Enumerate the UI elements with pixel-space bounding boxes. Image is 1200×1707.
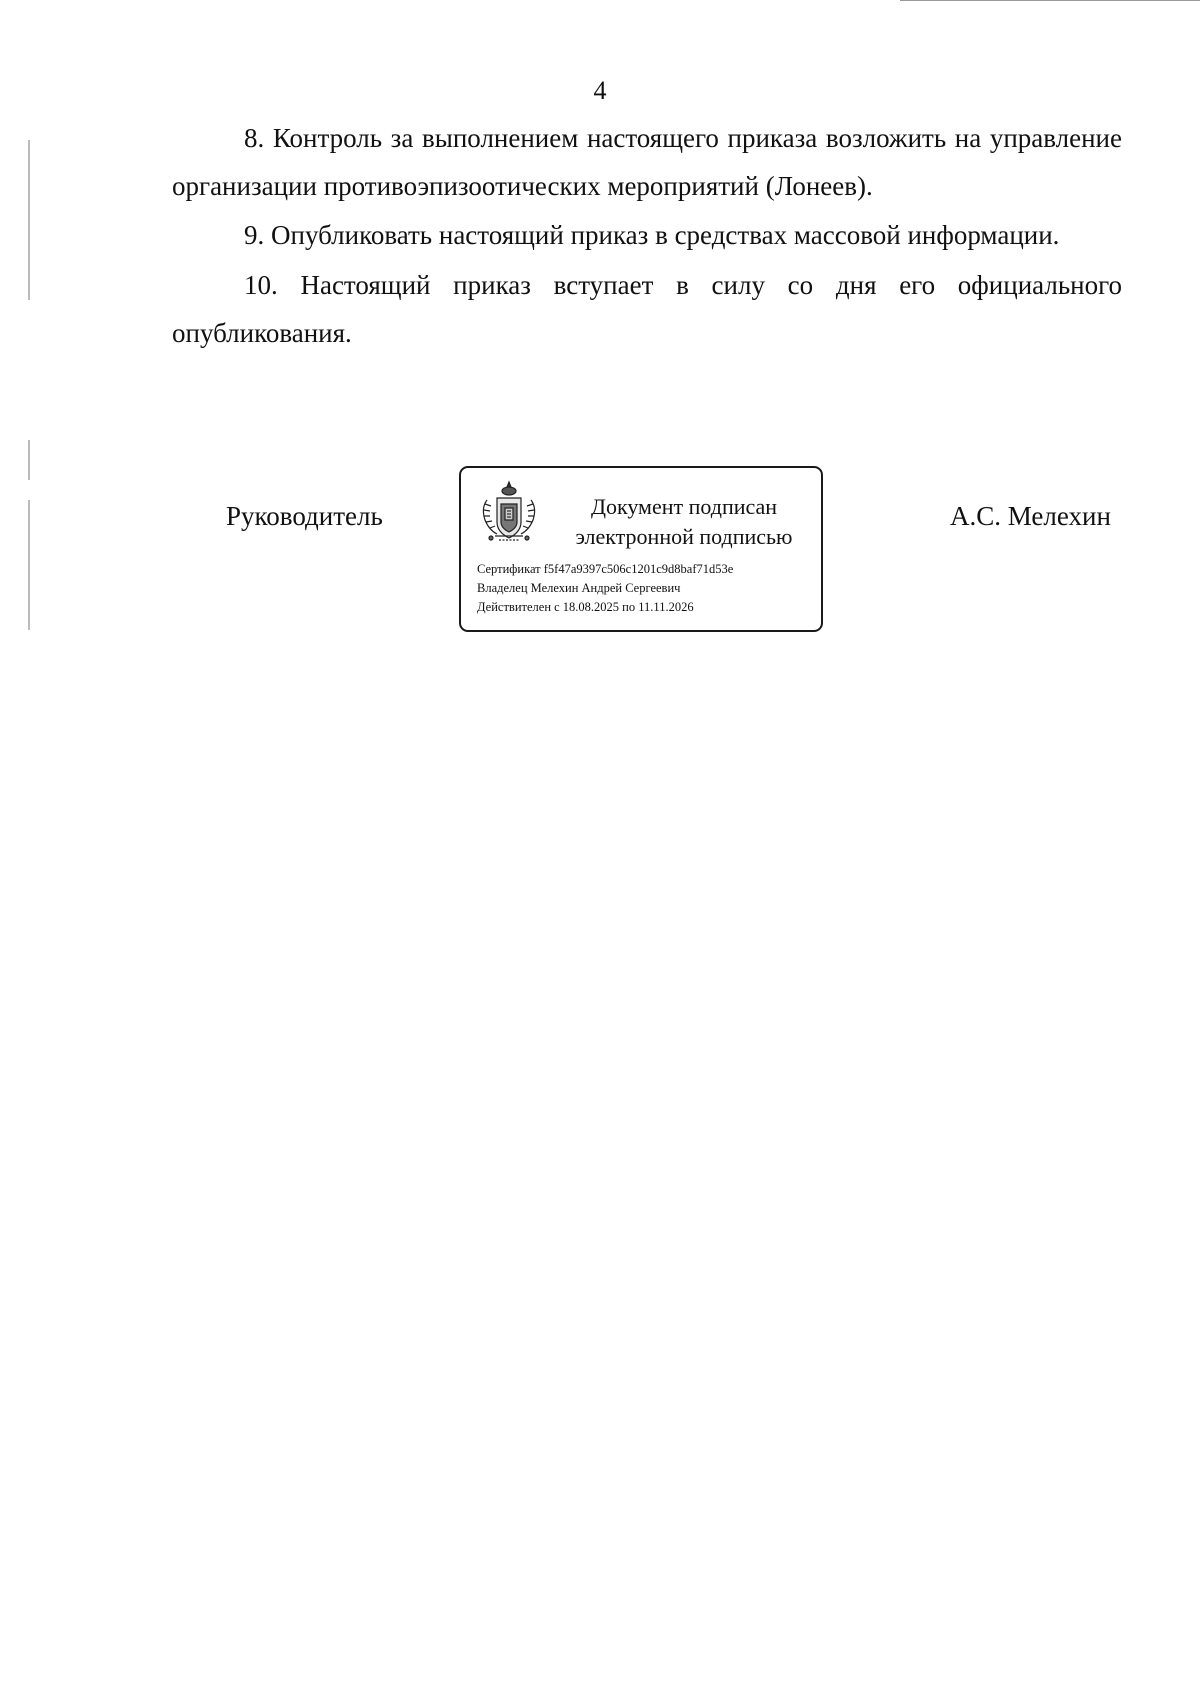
page-number: 4 [593, 76, 607, 105]
stamp-validity: Действителен с 18.08.2025 по 11.11.2026 [477, 600, 694, 614]
scan-margin-mark [28, 440, 30, 480]
stamp-title-line2: электронной подписью [575, 524, 793, 549]
scan-margin-mark [28, 500, 30, 630]
scan-margin-mark [28, 140, 30, 300]
scan-edge-line [900, 0, 1200, 1]
paragraph-10: 10. Настоящий приказ вступает в силу со дня его официального опубликования. [172, 270, 1122, 348]
paragraph-9: 9. Опубликовать настоящий приказ в средствах массовой информации. [244, 220, 1060, 250]
paragraph-8: 8. Контроль за выполнением настоящего приказа возложить на управление организации противоэпизоотических мероприятий (Лонеев). [172, 123, 1122, 201]
stamp-title [551, 492, 817, 552]
coat-of-arms-icon [477, 478, 541, 548]
signer-position: Руководитель [226, 501, 383, 531]
stamp-certificate: Сертификат f5f47a9397c506c1201c9d8baf71d53e [477, 562, 734, 576]
stamp-details [477, 560, 817, 617]
signer-name: А.С. Мелехин [950, 501, 1111, 531]
electronic-signature-stamp [459, 466, 823, 632]
stamp-title-line1: Документ подписан [590, 494, 778, 519]
stamp-owner: Владелец Мелехин Андрей Сергеевич [477, 581, 681, 595]
